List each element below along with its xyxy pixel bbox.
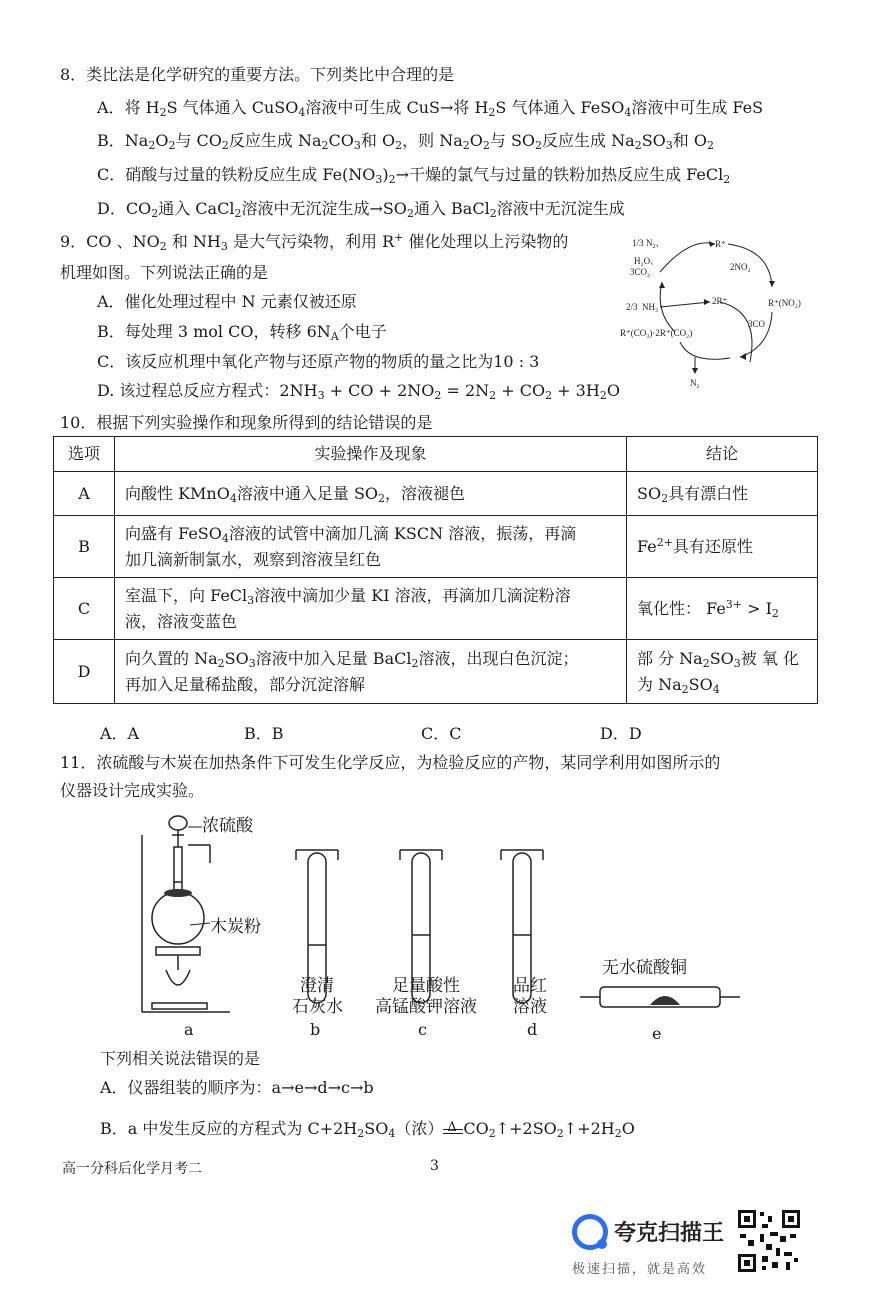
q11-option-b: B．a 中发生反应的方程式为 $C+2H_2SO_4$（浓） Δ $CO_2↑+2SO_2↑+2H_2O$ bbox=[100, 1119, 635, 1140]
apparatus-d-label: d bbox=[527, 1020, 538, 1039]
q10-stem: 10．根据下列实验操作和现象所得到的结论错误的是 bbox=[60, 413, 433, 432]
diagram-2r-plus: 2R⁺ bbox=[712, 296, 728, 306]
label-kmno4: 足量酸性 高锰酸钾溶液 bbox=[375, 976, 477, 1017]
q9-option-a: A．催化处理过程中 N 元素仅被还原 bbox=[97, 292, 357, 311]
q9-option-c: C．该反应机理中氧化产物与还原产物的物质的量之比为10 : 3 bbox=[97, 352, 540, 371]
table-row bbox=[54, 578, 818, 640]
q10-choice-c: C．C bbox=[421, 724, 462, 743]
table-row bbox=[54, 640, 818, 704]
header-operation: 实验操作及现象 bbox=[115, 437, 627, 472]
header-conclusion: 结论 bbox=[627, 437, 818, 472]
logo-dot bbox=[597, 1239, 607, 1249]
q10-choice-a: A．A bbox=[100, 724, 140, 743]
row-option: A bbox=[54, 472, 115, 516]
label-charcoal-powder: 木炭粉 bbox=[210, 917, 261, 937]
qr-code-icon bbox=[736, 1208, 802, 1274]
row-operation: 向久置的 $Na_2SO_3$溶液中加入足量 BaCl$_2$溶液，出现白色沉淀； 再加入足量稀盐酸，部分沉淀溶解 bbox=[115, 640, 627, 704]
diagram-r-plus: R⁺ bbox=[715, 239, 726, 249]
q8-option-d: D．$CO_2$通入 CaCl$_2$溶液中无沉淀生成$\to SO_2$通入 BaCl$_2$溶液中无沉淀生成 bbox=[97, 199, 625, 220]
diagram-nh3-label: NH₃ bbox=[642, 302, 659, 312]
row-option: D bbox=[54, 640, 115, 704]
row-conclusion: 氧化性： $Fe^{3+} > I_2$ bbox=[627, 578, 818, 640]
scanner-logo bbox=[572, 1214, 608, 1250]
brand-name: 夸克扫描王 bbox=[614, 1221, 725, 1246]
q10-table bbox=[53, 436, 818, 704]
table-row bbox=[54, 472, 818, 516]
footer-exam-title: 高一分科后化学月考二 bbox=[62, 1161, 202, 1177]
q8-option-a: A．将 $H_2S$ 气体通入 CuSO$_4$溶液中可生成 CuS→将 $H_2S$ 气体通入 FeSO$_4$溶液中可生成 FeS bbox=[97, 98, 764, 119]
q10-choice-b: B．B bbox=[244, 724, 284, 743]
q11-option-a: A．仪器组装的顺序为：a→e→d→c→b bbox=[100, 1078, 374, 1097]
table-header-row bbox=[54, 437, 818, 472]
q8-option-c: C．硝酸与过量的铁粉反应生成 $Fe(NO_3)_2\to$干燥的氯气与过量的铁粉加热反应生成 FeCl$_2$ bbox=[97, 165, 731, 186]
q11-stem-line1: 11．浓硫酸与木炭在加热条件下可发生化学反应，为检验反应的产物，某同学利用如图所示的 bbox=[60, 753, 721, 772]
diagram-n2-out: N₂ bbox=[690, 378, 700, 388]
header-option: 选项 bbox=[54, 437, 115, 472]
row-operation: 室温下，向 FeCl$_3$溶液中滴加少量 KI 溶液，再滴加几滴淀粉溶 液，溶液变蓝色 bbox=[115, 578, 627, 640]
row-operation: 向酸性 KMnO$_4$溶液中通入足量 $SO_2$，溶液褪色 bbox=[115, 472, 627, 516]
q11-stem-line2: 仪器设计完成实验。 bbox=[60, 781, 205, 800]
q8-stem: 8．类比法是化学研究的重要方法。下列类比中合理的是 bbox=[60, 65, 455, 84]
apparatus-c-label: c bbox=[418, 1020, 427, 1039]
q9-stem-line1: 9．CO 、$NO_2$ 和 $NH_3$ 是大气污染物，利用 R+ 催化处理以上污染物的 bbox=[60, 231, 569, 253]
diagram-complex: R⁺(CO₃)·2R⁺(CO₂) bbox=[620, 328, 693, 338]
q9-option-b: B．每处理 3 mol CO，转移 $6N_A$个电子 bbox=[97, 322, 387, 343]
row-option: C bbox=[54, 578, 115, 640]
diagram-3co2-label: 3CO₂ bbox=[630, 267, 651, 277]
q9-option-d: D. 该过程总反应方程式：$2NH_3$ + CO + $2NO_2 = 2N_2 + CO_2 + 3H_2O$ bbox=[97, 381, 620, 402]
row-option: B bbox=[54, 516, 115, 578]
apparatus-b-label: b bbox=[310, 1020, 321, 1039]
diagram-n2-label: $N_2$、 bbox=[646, 238, 665, 250]
q11-ask: 下列相关说法错误的是 bbox=[100, 1049, 261, 1068]
row-conclusion: 部 分 $Na_2SO_3$被 氧 化 为 $Na_2SO_4$ bbox=[627, 640, 818, 704]
q8-option-b: B．$Na_2O_2$与 $CO_2$反应生成 $Na_2CO_3$和 $O_2$，则 $Na_2O_2$与 $SO_2$反应生成 $Na_2SO_3$和 $O_2$ bbox=[97, 131, 714, 152]
heat-delta: Δ bbox=[447, 1120, 457, 1135]
row-operation: 向盛有 FeSO$_4$溶液的试管中滴加几滴 KSCN 溶液，振荡，再滴 加几滴新制氯水，观察到溶液呈红色 bbox=[115, 516, 627, 578]
diagram-3co: 3CO bbox=[748, 319, 766, 329]
row-conclusion: $SO_2$具有漂白性 bbox=[627, 472, 818, 516]
diagram-2no2: 2NO₂ bbox=[730, 262, 751, 272]
diagram-frac-nh3: 2/3 bbox=[626, 302, 638, 312]
label-cuso4: 无水硫酸铜 bbox=[602, 958, 687, 978]
page-number: 3 bbox=[430, 1158, 439, 1174]
label-magenta: 品红 溶液 bbox=[513, 976, 547, 1017]
table-row bbox=[54, 516, 818, 578]
diagram-r-no2: R⁺(NO₂) bbox=[768, 298, 801, 308]
label-limewater: 澄清 石灰水 bbox=[292, 976, 343, 1017]
diagram-frac-n2: 1/3 bbox=[632, 238, 644, 248]
diagram-h2o-label: H₂O、 bbox=[634, 256, 660, 266]
apparatus-a-label: a bbox=[184, 1020, 194, 1039]
brand-slogan: 极速扫描，就是高效 bbox=[572, 1262, 708, 1277]
q10-choice-d: D．D bbox=[600, 724, 642, 743]
q9-mechanism-diagram bbox=[620, 232, 820, 392]
q9-stem-line2: 机理如图。下列说法正确的是 bbox=[60, 263, 269, 282]
row-conclusion: $Fe^{2+}$具有还原性 bbox=[627, 516, 818, 578]
label-conc-sulfuric-acid: 浓硫酸 bbox=[202, 816, 253, 836]
apparatus-e-label: e bbox=[652, 1024, 662, 1043]
